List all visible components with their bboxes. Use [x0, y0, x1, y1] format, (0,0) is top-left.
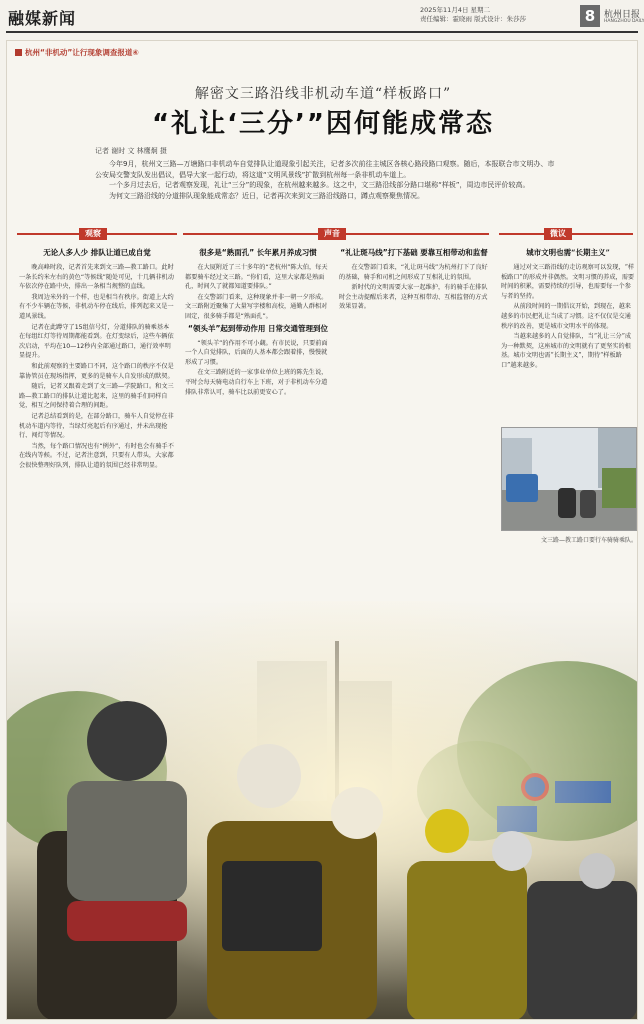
voice-head — [183, 228, 489, 240]
square-bullet-icon — [15, 49, 22, 56]
lead-paragraphs — [95, 159, 555, 201]
lead-paragraph: 一个多月过去后，记者观察发现，礼让“三分”的现象，在杭州越来越多。这之中，文三路沿线部分路口堪称“样板”，周边市民评价较高。 — [109, 181, 530, 189]
masthead — [0, 0, 644, 34]
voice-paragraph: 在交警部门看来，“礼让斑马线”为杭州打下了良好的基础，骑手和司机之间形成了互相礼让的氛围。 — [339, 264, 488, 281]
paper-logo-en: HANGZHOU DAILY — [604, 19, 644, 24]
observe-column — [19, 246, 175, 616]
voice-paragraph: 在交警部门看来，这种现象并非一朝一夕形成。文三路附近聚集了大量写字楼和高校，通勤人群相对固定，很多骑手都是“熟面孔”。 — [185, 293, 328, 320]
voice-column-right — [339, 246, 489, 616]
page-number: 8 — [580, 5, 600, 27]
lead-paragraph: 为何文三路沿线的分道排队现象能成常态？近日，记者再次来到文三路沿线路口，蹲点观察聚焦情况。 — [109, 191, 424, 200]
observe-paragraph: 记者总结看到的是，在部分路口，骑车人自觉停在非机动车道内等待，当绿灯亮起后有序通过，并未出现抢行、闯灯等情况。 — [19, 412, 174, 440]
voice-paragraph: 在文三路附近的一家事业单位上班的陈先生说，平时会每天骑电动自行车上下班，对于非机动车分道排队非常认可，骑车比以前更安心了。 — [185, 369, 328, 396]
issue-info — [420, 6, 526, 24]
kicker: 解密文三路沿线非机动车道“样板路口” — [194, 86, 452, 102]
observe-paragraph: 随后，记者又跟着走到了文三路—学院路口。和文三路—教工路口的排队让道比起来，这里的骑手们同样自觉，相互之间保持着合理的间距。 — [19, 383, 174, 410]
inset-caption: 文三路—教工路口要行车骑骑乘队。 — [540, 537, 637, 544]
voice-subhead: “礼让斑马线”打下基础 要靠互相带动和监督 — [340, 248, 488, 257]
paper-logo: 杭州日报 — [604, 10, 641, 20]
observe-paragraph: 晚高峰时段，记者首先来到文三路—教工路口。此时一条长约米左右的黄色“等候线”随处可见，十几辆非机动车依次停在路中央，排出一条相当规整的直线。 — [19, 264, 174, 291]
weibo-paragraph: 当越来越多的人自觉排队，当“礼让三分”成为一种默契，这座城市的文明就有了更坚实的根基。城市文明也需“长期主义”，期待“样板路口”越来越多。 — [501, 333, 632, 369]
weibo-column — [501, 246, 635, 424]
series-label — [15, 47, 139, 58]
voice-paragraph: 新时代的文明需要大家一起维护，有的骑手在排队时会主动提醒后来者，这种互相带动、互相监督的方式效果显著。 — [339, 284, 488, 311]
voice-tag: 声音 — [318, 228, 346, 240]
voice-paragraph: “领头羊”的作用不可小觑。有市民说，只要前面一个人自觉排队，后面的人基本都会跟着排，慢慢就形成了习惯。 — [185, 339, 328, 366]
weibo-head — [499, 228, 633, 240]
weibo-paragraph: 从前段时间的一期倡议开始，到现在，越来越多的市民把礼让当成了习惯。这不仅仅是交通秩序的改善，更是城市文明水平的体现。 — [501, 303, 631, 330]
article-frame — [6, 40, 638, 1020]
riders-photo — [7, 601, 638, 1020]
headline: “礼让‘三分’”因何能成常态 — [152, 109, 494, 139]
inset-photo — [501, 427, 637, 531]
observe-paragraph: 记者在此蹲守了15组信号灯，分道排队的骑乘基本在每组红灯等待周期都能看到。在灯变绿后，这些车辆依次启动，平均在10—12秒内全部通过路口，通行效率明显提升。 — [19, 323, 174, 360]
masthead-rule — [6, 31, 638, 33]
section-name: 融媒新闻 — [8, 9, 77, 28]
voice-paragraph: 在大厦附近了三十多年的“老杭州”陈大伯，每天都要骑车经过文三路。“你们看，这里大家都是熟面孔，时间久了就都知道要排队。” — [185, 264, 328, 291]
observe-head — [17, 228, 177, 240]
weibo-tag: 微议 — [544, 228, 572, 240]
observe-paragraph: 和此前观察的主要路口不同，这个路口的秩序不仅是靠协管员在现场指挥，更多的是骑车人自发形成的默契。 — [19, 362, 174, 380]
lead-paragraph: 今年9月，杭州文三路—万塘路口非机动车自觉排队让道现象引起关注，记者多次前往主城区各核心路段路口观察。随后，本报联合市文明办、市公安局交警支队发出倡议，倡导大家一起行动，将这道“文明风景线”扩散到杭州每一条非机动车道上。 — [95, 160, 555, 179]
observe-paragraph: 当然，每个路口情况也有“例外”，有时也会有骑手不在线内等候。不过，记者注意到，只要有人带头，大家都会很快整理好队列，排队让道的氛围已经非常明显。 — [19, 442, 174, 469]
voice-subhead: 很多是“熟面孔” 长年累月养成习惯 — [199, 248, 317, 257]
voice-subhead: “领头羊”起到带动作用 日常交通管理到位 — [188, 323, 328, 333]
issue-editors: 责任编辑：霍晓雨 版式设计：朱莎莎 — [420, 15, 527, 23]
weibo-paragraph: 通过对文三路沿线的走访观察可以发现，“样板路口”的形成并非偶然。文明习惯的养成，需要时间的积累，需要持续的引导，也需要每一个参与者的坚持。 — [501, 264, 635, 300]
issue-date: 2025年11月4日 星期二 — [420, 6, 491, 14]
byline: 记者 谢时 文 林鹰炯 摄 — [95, 147, 167, 155]
observe-paragraph: 我周边米外的一个样，也是相当有秩序。街道上大约有不少车辆在等候，非机动车停在线后，排列起来又是一道风景线。 — [19, 293, 174, 320]
observe-tag: 观察 — [79, 228, 107, 240]
weibo-title: 城市文明也需“长期主义” — [526, 248, 610, 257]
observe-title: 无论人多人少 排队让道已成自觉 — [43, 248, 151, 257]
series-text: 杭州“非机动”让行现象调查报道④ — [25, 48, 139, 57]
voice-column-left — [185, 246, 331, 616]
